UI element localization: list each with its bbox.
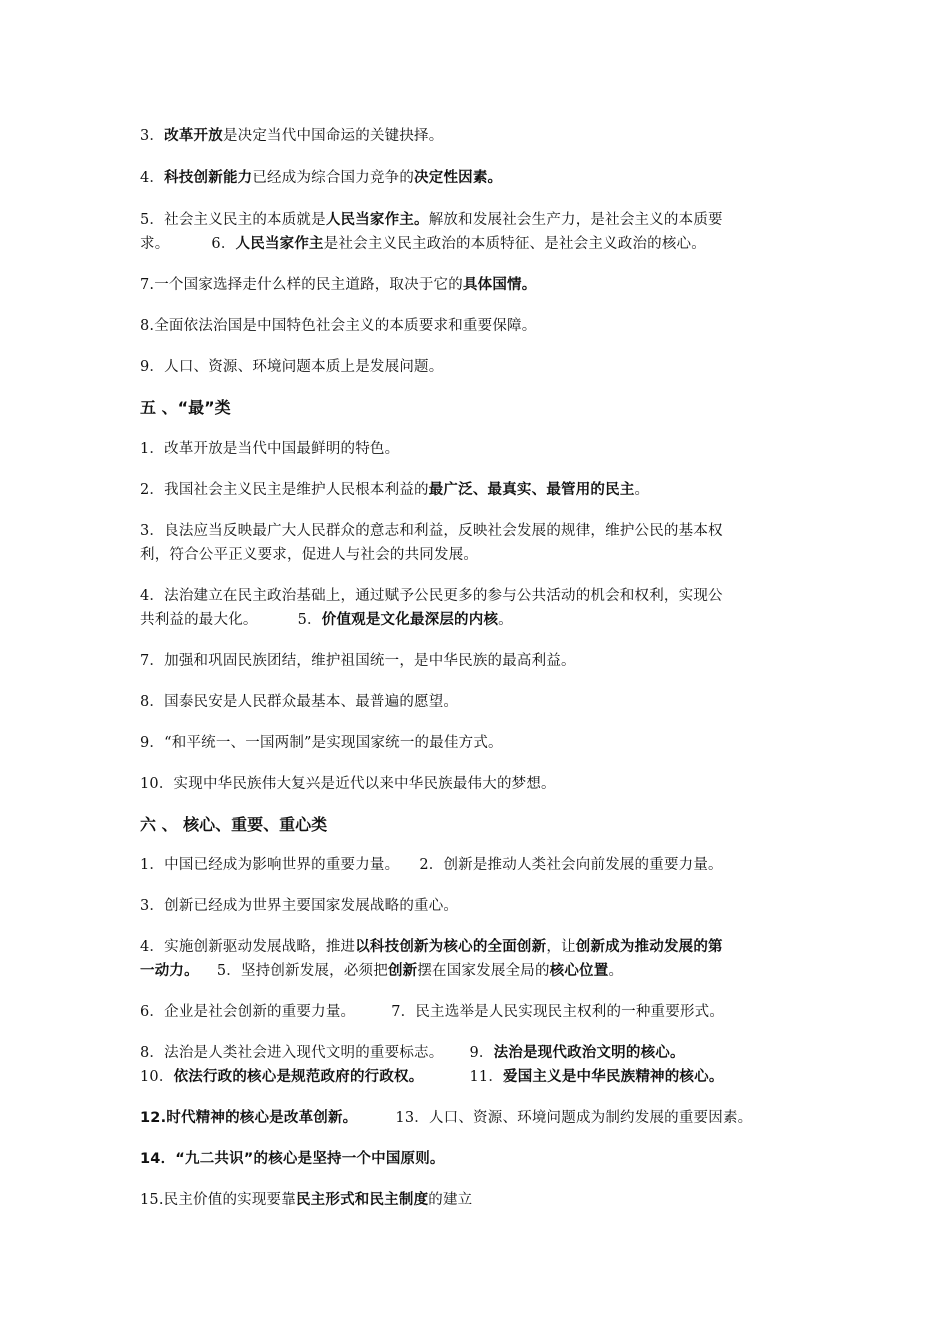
bold-text: 价值观是文化最深层的内核 <box>321 612 499 628</box>
bold-text: 人民当家作主 <box>235 236 324 252</box>
text-line <box>140 437 820 461</box>
text-segment: 。 <box>498 612 513 628</box>
text-line <box>140 273 820 297</box>
text-segment: 2．我国社会主义民主是维护人民根本利益的 <box>140 482 429 498</box>
text-segment: 8．国泰民安是人民群众最基本、最普遍的愿望。 <box>140 694 459 710</box>
text-segment: 8.全面依法治国是中国特色社会主义的本质要求和重要保障。 <box>140 318 537 334</box>
text-line <box>140 1041 820 1065</box>
text-segment: 7．加强和巩固民族团结，维护祖国统一，是中华民族的最高利益。 <box>140 653 576 669</box>
text-segment: 已经成为综合国力竞争的 <box>252 170 415 186</box>
text-line <box>140 1188 820 1212</box>
text-line <box>140 608 820 632</box>
text-line <box>140 314 820 338</box>
bold-text: 民主形式和民主制度 <box>295 1192 429 1208</box>
bold-text: 爱国主义是中华民族精神的核心。 <box>503 1069 724 1085</box>
text-segment: ，让 <box>546 939 576 955</box>
bold-text: 核心位置 <box>549 963 609 979</box>
text-segment: 4．实施创新驱动发展战略，推进 <box>140 939 356 955</box>
text-segment: 是社会主义民主政治的本质特征、是社会主义政治的核心。 <box>323 236 706 252</box>
bold-text: 依法行政的核心是规范政府的行政权。 <box>173 1069 424 1085</box>
text-segment: 8．法治是人类社会进入现代文明的重要标志。 <box>140 1045 444 1061</box>
section-heading <box>140 396 820 420</box>
text-line <box>140 853 820 877</box>
text-line <box>140 959 820 983</box>
text-segment: 7.一个国家选择走什么样的民主道路，取决于它的 <box>140 277 463 293</box>
text-segment: 摆在国家发展全局的 <box>417 963 550 979</box>
bold-text: 具体国情。 <box>462 277 537 293</box>
text-segment: 4．法治建立在民主政治基础上，通过赋予公民更多的参与公共活动的机会和权利，实现公 <box>140 588 723 604</box>
text-line <box>140 690 820 714</box>
text-line <box>140 543 820 567</box>
text-segment: 1．改革开放是当代中国最鲜明的特色。 <box>140 441 400 457</box>
text-segment: 共利益的最大化。 <box>140 612 258 628</box>
bold-text: 创新成为推动发展的第 <box>575 939 723 955</box>
text-segment: 4． <box>140 170 165 186</box>
text-segment: 10．实现中华民族伟大复兴是近代以来中华民族最伟大的梦想。 <box>140 776 556 792</box>
text-segment: 13．人口、资源、环境问题成为制约发展的重要因素。 <box>395 1110 753 1126</box>
text-line <box>140 1106 820 1130</box>
bold-text: 决定性因素。 <box>414 170 503 186</box>
text-line <box>140 1147 820 1171</box>
bold-text: 法治是现代政治文明的核心。 <box>493 1045 685 1061</box>
text-line <box>140 519 820 543</box>
text-segment: 。 <box>608 963 624 979</box>
text-line <box>140 355 820 379</box>
text-line <box>140 478 820 502</box>
text-segment: 10． <box>140 1069 174 1085</box>
text-segment: 9．“和平统一、一国两制”是实现国家统一的最佳方式。 <box>140 735 503 751</box>
text-segment: 3． <box>140 128 165 144</box>
text-segment: 9． <box>469 1045 494 1061</box>
text-segment: 。 <box>634 482 650 498</box>
bold-text: 以科技创新为核心的全面创新 <box>355 939 547 955</box>
bold-text: 人民当家作主。 <box>325 212 429 228</box>
text-segment: 六 、 核心、重要、重心类 <box>140 815 328 834</box>
text-line <box>140 1000 820 1024</box>
text-segment: 的建立 <box>428 1192 473 1208</box>
bold-text: 12.时代精神的核心是改革创新。 <box>140 1110 358 1126</box>
text-segment: 解放和发展社会生产力，是社会主义的本质要 <box>428 212 723 228</box>
text-segment: 1．中国已经成为影响世界的重要力量。 <box>140 857 400 873</box>
text-segment: 利，符合公平正义要求，促进人与社会的共同发展。 <box>140 547 479 563</box>
text-segment: 11． <box>469 1069 504 1085</box>
bold-text: 科技创新能力 <box>164 170 253 186</box>
bold-text: 一动力。 <box>140 963 199 979</box>
text-segment: 五 、“最”类 <box>140 398 231 417</box>
text-segment: 5． <box>297 612 322 628</box>
text-segment: 是决定当代中国命运的关键抉择。 <box>222 128 444 144</box>
text-line <box>140 731 820 755</box>
text-segment: 5．社会主义民主的本质就是 <box>140 212 326 228</box>
text-segment: 5．坚持创新发展，必须把 <box>216 963 388 979</box>
text-line <box>140 584 820 608</box>
text-segment: 6． <box>211 236 236 252</box>
text-line <box>140 935 820 959</box>
text-line <box>140 894 820 918</box>
section-heading <box>140 813 820 837</box>
text-line <box>140 772 820 796</box>
text-segment: 6．企业是社会创新的重要力量。 <box>140 1004 356 1020</box>
bold-text: 改革开放 <box>164 128 223 144</box>
bold-text: 创新 <box>387 963 418 979</box>
text-segment: 3．创新已经成为世界主要国家发展战略的重心。 <box>140 898 459 914</box>
text-segment: 9．人口、资源、环境问题本质上是发展问题。 <box>140 359 444 375</box>
text-segment: 求。 <box>140 236 170 252</box>
text-line <box>140 208 820 232</box>
bold-text: 最广泛、最真实、最管用的民主 <box>428 482 635 498</box>
text-line <box>140 166 820 190</box>
text-line <box>140 649 820 673</box>
text-segment: 2．创新是推动人类社会向前发展的重要力量。 <box>419 857 723 873</box>
bold-text: 14．“九二共识”的核心是坚持一个中国原则。 <box>140 1151 445 1167</box>
text-line <box>140 1065 820 1089</box>
text-segment: 15.民主价值的实现要靠 <box>140 1192 296 1208</box>
text-segment: 7．民主选举是人民实现民主权利的一种重要形式。 <box>391 1004 725 1020</box>
text-segment: 3．良法应当反映最广大人民群众的意志和利益，反映社会发展的规律，维护公民的基本权 <box>140 523 723 539</box>
text-line <box>140 124 820 148</box>
text-line <box>140 232 820 256</box>
